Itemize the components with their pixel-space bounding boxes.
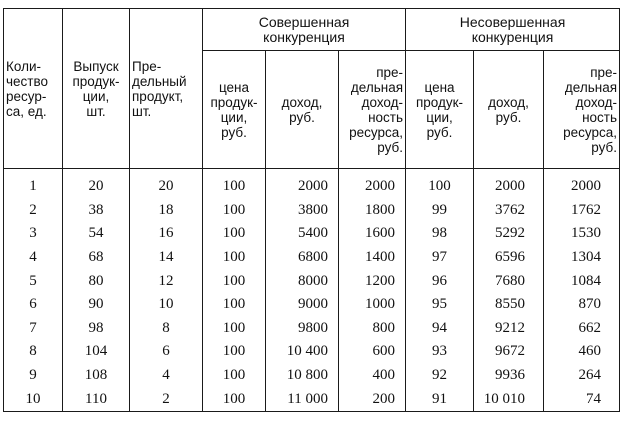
cell-imperfect-mrp: 264	[544, 364, 620, 388]
cell-output: 90	[63, 293, 130, 317]
cell-perfect-revenue: 5400	[266, 222, 339, 246]
cell-perfect-mrp: 800	[339, 317, 406, 341]
cell-perfect-price: 100	[203, 199, 266, 223]
header-imperfect-mrp: пре- дельная доход- ность ресурса, руб.	[544, 51, 620, 169]
cell-quantity: 4	[4, 246, 63, 270]
table-row	[4, 246, 620, 270]
cell-imperfect-revenue: 6596	[474, 246, 544, 270]
table-body	[4, 169, 620, 412]
cell-marginal-product: 2	[130, 387, 203, 411]
cell-marginal-product: 20	[130, 169, 203, 199]
table-row	[4, 269, 620, 293]
cell-perfect-revenue: 10 800	[266, 364, 339, 388]
cell-output: 110	[63, 387, 130, 411]
cell-output: 54	[63, 222, 130, 246]
cell-marginal-product: 8	[130, 317, 203, 341]
cell-imperfect-revenue: 3762	[474, 199, 544, 223]
table-row	[4, 169, 620, 199]
cell-marginal-product: 18	[130, 199, 203, 223]
cell-imperfect-revenue: 2000	[474, 169, 544, 199]
cell-marginal-product: 10	[130, 293, 203, 317]
cell-perfect-price: 100	[203, 364, 266, 388]
cell-imperfect-price: 97	[406, 246, 474, 270]
table-row	[4, 340, 620, 364]
cell-quantity: 7	[4, 317, 63, 341]
cell-perfect-price: 100	[203, 387, 266, 411]
cell-perfect-price: 100	[203, 340, 266, 364]
cell-imperfect-price: 94	[406, 317, 474, 341]
cell-imperfect-revenue: 9936	[474, 364, 544, 388]
header-perfect-price: цена продук- ции, руб.	[203, 51, 266, 169]
cell-perfect-revenue: 9000	[266, 293, 339, 317]
cell-quantity: 9	[4, 364, 63, 388]
cell-imperfect-mrp: 1084	[544, 269, 620, 293]
cell-output: 68	[63, 246, 130, 270]
header-imperfect-competition: Несовершенная конкуренция	[406, 9, 620, 51]
cell-imperfect-mrp: 1304	[544, 246, 620, 270]
header-output: Выпуск продук- ции, шт.	[63, 9, 130, 169]
cell-imperfect-revenue: 7680	[474, 269, 544, 293]
table-row	[4, 293, 620, 317]
cell-marginal-product: 12	[130, 269, 203, 293]
cell-imperfect-price: 92	[406, 364, 474, 388]
cell-perfect-mrp: 2000	[339, 169, 406, 199]
cell-imperfect-price: 93	[406, 340, 474, 364]
cell-imperfect-price: 96	[406, 269, 474, 293]
header-marginal-product: Пре- дельный продукт, шт.	[130, 9, 203, 169]
cell-perfect-mrp: 1600	[339, 222, 406, 246]
cell-perfect-mrp: 1800	[339, 199, 406, 223]
cell-imperfect-revenue: 9212	[474, 317, 544, 341]
cell-output: 104	[63, 340, 130, 364]
header-quantity: Коли- чество ресур- са, ед.	[4, 9, 63, 169]
cell-marginal-product: 14	[130, 246, 203, 270]
cell-perfect-price: 100	[203, 269, 266, 293]
cell-perfect-price: 100	[203, 293, 266, 317]
cell-imperfect-price: 95	[406, 293, 474, 317]
cell-perfect-revenue: 2000	[266, 169, 339, 199]
cell-marginal-product: 16	[130, 222, 203, 246]
cell-quantity: 1	[4, 169, 63, 199]
cell-imperfect-mrp: 1530	[544, 222, 620, 246]
table-row	[4, 199, 620, 223]
header-imperfect-revenue: доход, руб.	[474, 51, 544, 169]
cell-quantity: 6	[4, 293, 63, 317]
cell-perfect-price: 100	[203, 246, 266, 270]
cell-imperfect-mrp: 74	[544, 387, 620, 411]
cell-perfect-revenue: 10 400	[266, 340, 339, 364]
table-row	[4, 387, 620, 411]
cell-perfect-revenue: 11 000	[266, 387, 339, 411]
cell-imperfect-price: 98	[406, 222, 474, 246]
cell-output: 20	[63, 169, 130, 199]
cell-imperfect-mrp: 460	[544, 340, 620, 364]
header-perfect-revenue: доход, руб.	[266, 51, 339, 169]
cell-output: 98	[63, 317, 130, 341]
cell-imperfect-revenue: 5292	[474, 222, 544, 246]
cell-perfect-mrp: 1000	[339, 293, 406, 317]
cell-perfect-mrp: 1200	[339, 269, 406, 293]
cell-perfect-revenue: 6800	[266, 246, 339, 270]
table-row	[4, 364, 620, 388]
cell-perfect-mrp: 200	[339, 387, 406, 411]
cell-perfect-mrp: 1400	[339, 246, 406, 270]
cell-perfect-revenue: 3800	[266, 199, 339, 223]
cell-imperfect-mrp: 1762	[544, 199, 620, 223]
header-imperfect-price: цена продук- ции, руб.	[406, 51, 474, 169]
cell-imperfect-revenue: 10 010	[474, 387, 544, 411]
cell-output: 108	[63, 364, 130, 388]
resource-revenue-table	[3, 8, 620, 412]
header-perfect-mrp: пре- дельная доход- ность ресурса, руб.	[339, 51, 406, 169]
cell-imperfect-revenue: 8550	[474, 293, 544, 317]
cell-marginal-product: 4	[130, 364, 203, 388]
cell-quantity: 2	[4, 199, 63, 223]
cell-quantity: 5	[4, 269, 63, 293]
cell-perfect-price: 100	[203, 222, 266, 246]
header-perfect-competition: Совершенная конкуренция	[203, 9, 406, 51]
cell-perfect-revenue: 8000	[266, 269, 339, 293]
cell-perfect-mrp: 600	[339, 340, 406, 364]
cell-marginal-product: 6	[130, 340, 203, 364]
cell-imperfect-mrp: 2000	[544, 169, 620, 199]
cell-imperfect-price: 91	[406, 387, 474, 411]
cell-perfect-price: 100	[203, 317, 266, 341]
cell-quantity: 3	[4, 222, 63, 246]
cell-output: 80	[63, 269, 130, 293]
cell-perfect-mrp: 400	[339, 364, 406, 388]
cell-imperfect-mrp: 662	[544, 317, 620, 341]
cell-imperfect-price: 100	[406, 169, 474, 199]
cell-imperfect-price: 99	[406, 199, 474, 223]
cell-perfect-price: 100	[203, 169, 266, 199]
cell-imperfect-revenue: 9672	[474, 340, 544, 364]
cell-quantity: 8	[4, 340, 63, 364]
cell-output: 38	[63, 199, 130, 223]
cell-perfect-revenue: 9800	[266, 317, 339, 341]
table-row	[4, 222, 620, 246]
table-row	[4, 317, 620, 341]
cell-quantity: 10	[4, 387, 63, 411]
cell-imperfect-mrp: 870	[544, 293, 620, 317]
